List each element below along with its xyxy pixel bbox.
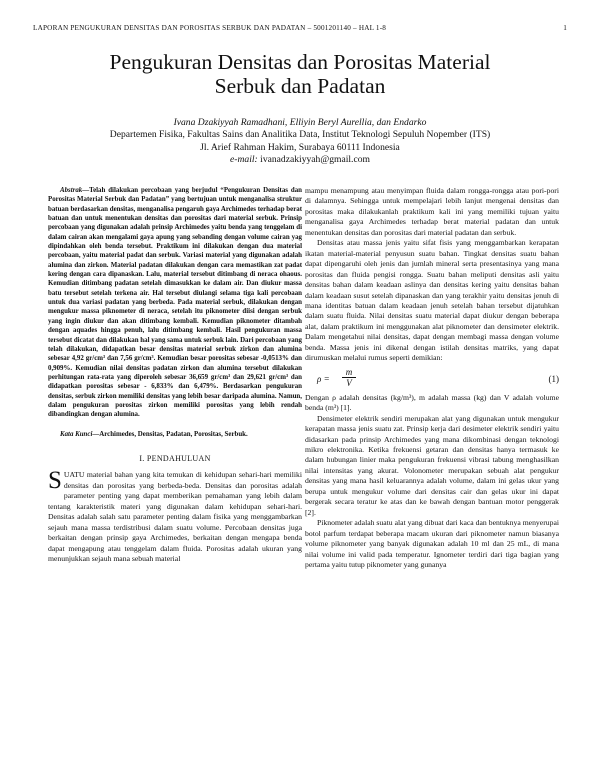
piknometer-paragraph: Piknometer adalah suatu alat yang dibuat dari kaca dan bentuknya menyerupai botol parfum terdapat beberapa macam ukuran dari piknometer namun biasanya volume piknometer yang banyak digunakan adalah 10 ml dan 25 mL, di mana nilai volume ini valid pada temperatur. Ignometer terdiri dari tiga bagian yang pertama yaitu tutup piknometer yang gunanya bbox=[305, 518, 559, 569]
keywords bbox=[48, 430, 302, 439]
author-block bbox=[0, 117, 600, 166]
drop-cap: S bbox=[48, 467, 62, 495]
equation-numerator: m bbox=[342, 367, 356, 378]
author-email: ivanadzakiyyah@gmail.com bbox=[260, 153, 370, 165]
equation-number: (1) bbox=[548, 373, 559, 384]
equation-lhs: ρ = bbox=[317, 373, 330, 384]
intro-continuation: mampu menampung atau menyimpan fluida dalam rongga-rongga atau pori-pori di dalamnya. Sehingga untuk mempelajari lebih lanjut mengenai densitas dan porositas maka dilakukanlah praktikum kali ini yang memiliki tujuan yaitu menganalisa gaya Archimedes terhadap berat material padatan dan untuk menentukan densitas dan porositas dari material padatan dan serbuk. bbox=[305, 186, 559, 237]
running-title: LAPORAN PENGUKURAN DENSITAS DAN POROSITAS SERBUK DAN PADATAN – 5001201140 – HAL 1-8 bbox=[33, 24, 387, 32]
density-paragraph: Densitas atau massa jenis yaitu sifat fisis yang menggambarkan kerapatan ikatan material-material penyusun suatu bahan. Tingkat densitas suatu bahan dapat dipengaruhi oleh jenis dan jumlah mineral serta presentasinya yang mana porositas dan fluida pengisi rongga. Suatu bahan meliputi densitas asli yaitu densitas bahan dalam keadaan aslinya dan densitas kering yaitu densitas bahan dalam keadaan susut setelah dipanaskan dan yang terakhir yaitu densitas jenuh di mana identitas batuan dalam keadaan jenuh setelah bahan tersebut dijatuhkan dalam suatu fluida. Nilai densitas suatu material dapat diukur dengan beberapa alat, dalam praktikum ini menggunakan alat piknometer dan densimeter elektrik. Dalam mengetahui nilai densitas, dapat dengan membagi massa dengan volume benda. Massa jenis ini dikenal dengan istilah densitas matriks, yang dapat dirumuskan melalui rumus seperti demikian: bbox=[305, 238, 559, 363]
page-number: 1 bbox=[563, 24, 567, 32]
left-column bbox=[48, 186, 302, 564]
section-heading: I. PENDAHULUAN bbox=[139, 453, 211, 463]
right-column bbox=[305, 186, 559, 570]
abstract-label: Abstrak bbox=[60, 187, 83, 194]
abstract-text: —Telah dilakukan percobaan yang berjudul “Pengukuran Densitas dan Porositas Material Serbuk dan Padatan” yang bertujuan untuk menganalisa struktur batuan berdasarkan densitas, menganalisa pengaruh gaya Archimedes terhadap berat batuan dan untuk menentukan densitas dan porositas dari material serbuk. Prinsip percobaan yang digunakan adalah prinsip Archimedes yaitu benda yang tenggelam di dalam cairan akan mengalami gaya apung yang sebanding dengan volume cairan yag dipindahkan oleh benda tersebut. Praktikum ini dilakukan dengan dua material percobaan, yaitu material padat dan serbuk. Variasi material yang digunakan adalah alumina dan zirkon. Material padatan dilakukan dengan cara memastikan zat padat kering dengan cara dipanaskan. Lalu, material tersebut ditimbang di neraca ohaous. Kemudian ditimbang padatan setelah dimasukkan ke dalam air. Dan diukur massa batu tersebut setelah terkena air. Hal tersebut diulangi selama tiga kali percobaan untuk dua variasi padatan yang berbeda. Pada material serbuk, dilakukan dengan mengukur massa piknometer di neraca, setelah itu piknometer diisi dengan serbuk yang ingin diukur dan akan ditimbang kembali. Kemudian piknometer ditambah dengan aquades hingga penuh, lalu ditimbang kembali. Hasil pengukuran massa tersebut dicatat dan dilakukan hal yang sama untuk serbuk lain. Dari percobaan yang telah dilakukan, didapatkan besar densitas material serbuk zirkon dan alumina sebesar 4,92 gr/cm³ dan 7,56 gr/cm³. Kemudian besar porositas sebesar -0,0513% dan 0,909%. Kemudian nilai densitas padatan zirkon dan alumina tersebut dilakukan perhitungan rata-rata yang diperoleh sebesar 36,659 gr/cm³ dan 29,621 gr/cm³ dan didapatkan porositas sebesar - 6,833% dan 6,479%. Berdasarkan pengukuran densitas, serbuk zirkon memiliki densitas yang lebih besar daripada alumina. Namun, dalam pengukuran porositas zirkon memiliki porositas yang lebih rendah dibandingkan dengan alumina. bbox=[48, 187, 302, 419]
title-line-1: Pengukuran Densitas dan Porositas Material bbox=[109, 50, 491, 74]
equation-denominator: V bbox=[346, 377, 352, 388]
running-header bbox=[33, 24, 567, 32]
abstract bbox=[48, 186, 302, 420]
paper-title bbox=[0, 50, 600, 98]
equation-1 bbox=[305, 367, 559, 391]
densimeter-paragraph: Densimeter elektrik sendiri merupakan alat yang digunakan untuk mengukur kerapatan massa jenis suatu zat. Prinsip kerja dari desimeter elektrik sendiri yaitu didasarkan pada prinsip Archimedes yang mana dikombinasi dengan teknologi mikro elektronika. Ketika frekuensi getaran dan densitas hanya termasuk ke dalam hubungan linier maka pengukuran frekuensi vibrasi tabung menghasilkan nilai intensitas yang akurat. Volonometer merupakan sebuah alat pengukur densitas yang mana hasil keluarannya adalah volume, dalam ini gelas ukur yang berupa untuk mengukur volume dari densitas cair dan gelas ukur ini dapat bergerak secara teratur ke atas dan ke bawah dengan bantuan motor penggerak [2]. bbox=[305, 413, 559, 517]
keywords-text: —Archimedes, Densitas, Padatan, Porositas, Serbuk. bbox=[92, 430, 248, 438]
author-affiliation: Departemen Fisika, Fakultas Sains dan Analitika Data, Institut Teknologi Sepuluh Nopember (ITS) bbox=[109, 129, 491, 141]
equation-explanation: Dengan ρ adalah densitas (kg/m³), m adalah massa (kg) dan V adalah volume benda (m³) [1]. bbox=[305, 392, 559, 413]
title-line-2: Serbuk dan Padatan bbox=[214, 74, 386, 98]
author-email-line bbox=[0, 154, 600, 166]
intro-paragraph bbox=[48, 467, 302, 564]
email-label: e-mail: bbox=[230, 153, 258, 165]
equation-fraction bbox=[342, 367, 356, 389]
keywords-label: Kata Kunci bbox=[60, 430, 93, 438]
intro-text: UATU material bahan yang kita temukan di kehidupan sehari-hari memiliki densitas dan porositas yang berbeda-beda. Densitas dan porositas adalah parameter penting yang dapat memberikan pemahaman yang lebih dalam tentang karakteristik materi yang digunakan dalam kehidupan sehari-hari. Densitas adalah salah satu parameter penting dalam fisika yang menggambarkan sejauh mana massa terdistribusi dalam suatu volume. Percobaan densitas juga berkaitan dengan prinsip gaya Archimedes, berkaitan dengan mengapa benda dapat mengapung atau tenggelam dalam fluida. Porositas adalah ukuran yang menunjukkan sejauh mana sebuah material bbox=[48, 470, 302, 564]
author-names: Ivana Dzakiyyah Ramadhani, Elliyin Beryl Aurellia, dan Endarko bbox=[173, 117, 427, 128]
author-address: Jl. Arief Rahman Hakim, Surabaya 60111 Indonesia bbox=[200, 141, 400, 153]
